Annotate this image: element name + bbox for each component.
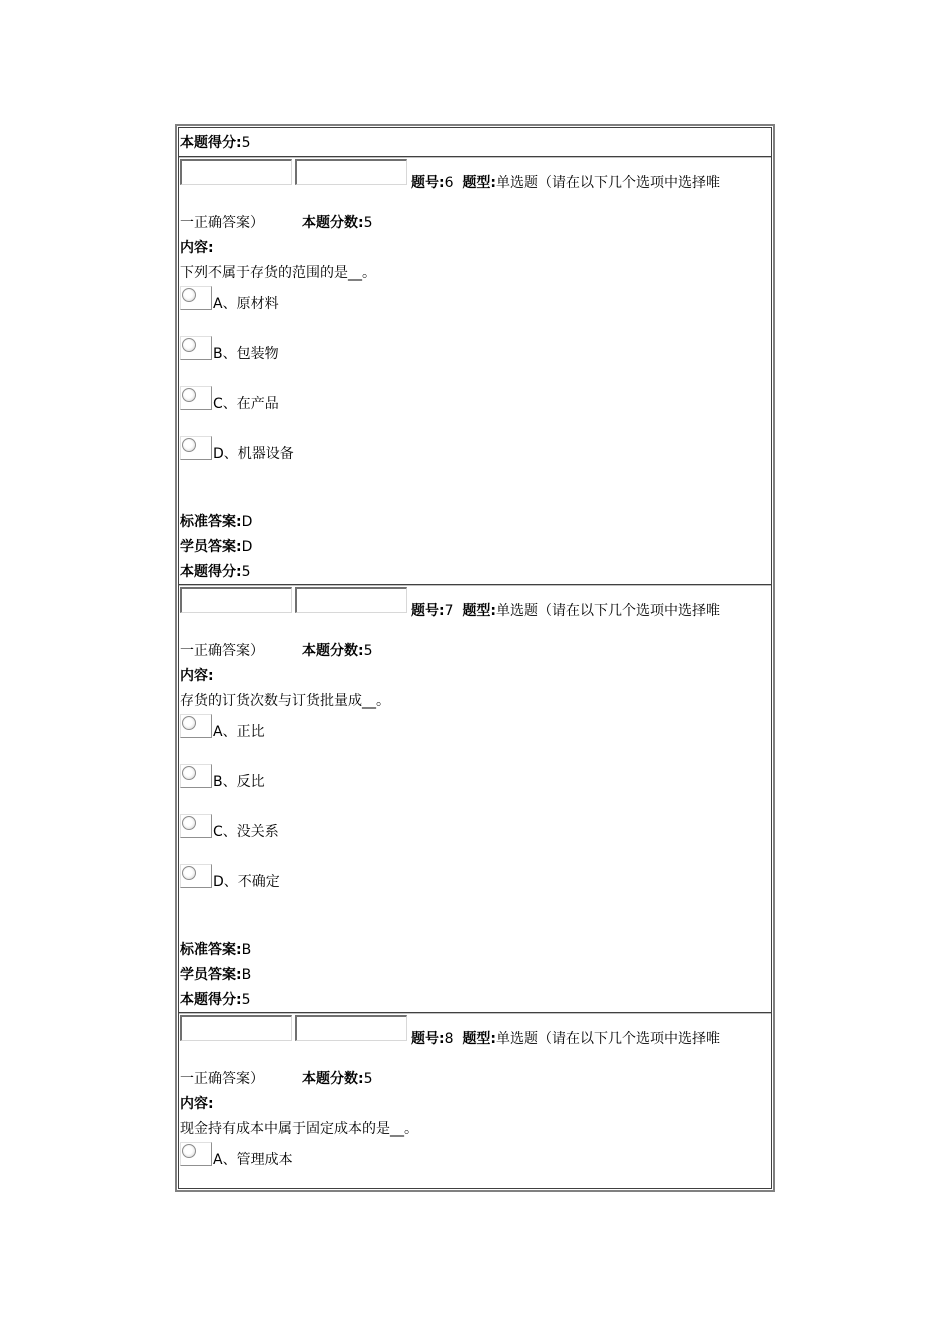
question-meta: 一正确答案） 本题分数:5 bbox=[180, 1071, 373, 1087]
option-label: D、不确定 bbox=[213, 874, 280, 890]
radio-circle-icon bbox=[182, 1144, 196, 1158]
option-label: C、没关系 bbox=[213, 824, 279, 840]
blank-field-1[interactable] bbox=[180, 159, 292, 185]
radio-circle-icon bbox=[182, 766, 196, 780]
separator bbox=[179, 1012, 771, 1014]
radio-circle-icon bbox=[182, 438, 196, 452]
blank-field-1[interactable] bbox=[180, 587, 292, 613]
option-label: B、包装物 bbox=[213, 346, 279, 362]
content-label: 内容: bbox=[180, 240, 214, 256]
radio-option-c[interactable] bbox=[180, 386, 212, 410]
radio-circle-icon bbox=[182, 388, 196, 402]
radio-circle-icon bbox=[182, 816, 196, 830]
option-label: D、机器设备 bbox=[213, 446, 294, 462]
radio-option-a[interactable] bbox=[180, 714, 212, 738]
exam-frame bbox=[175, 124, 775, 1192]
question-header: 题号:6 题型:单选题（请在以下几个选项中选择唯 bbox=[411, 175, 721, 191]
question-header: 题号:7 题型:单选题（请在以下几个选项中选择唯 bbox=[411, 603, 721, 619]
radio-option-d[interactable] bbox=[180, 864, 212, 888]
student-answer: 学员答案:D bbox=[180, 539, 253, 555]
radio-option-a[interactable] bbox=[180, 1142, 212, 1166]
option-label: A、正比 bbox=[213, 724, 265, 740]
radio-option-d[interactable] bbox=[180, 436, 212, 460]
question-meta: 一正确答案） 本题分数:5 bbox=[180, 215, 373, 231]
radio-option-b[interactable] bbox=[180, 336, 212, 360]
question-score: 本题得分:5 bbox=[180, 992, 251, 1008]
radio-circle-icon bbox=[182, 716, 196, 730]
question-text: 下列不属于存货的范围的是__。 bbox=[180, 265, 376, 281]
blank-field-2[interactable] bbox=[295, 1015, 407, 1041]
radio-circle-icon bbox=[182, 288, 196, 302]
content-label: 内容: bbox=[180, 668, 214, 684]
radio-circle-icon bbox=[182, 338, 196, 352]
standard-answer: 标准答案:B bbox=[180, 942, 252, 958]
blank-field-2[interactable] bbox=[295, 587, 407, 613]
option-label: A、原材料 bbox=[213, 296, 279, 312]
question-text: 现金持有成本中属于固定成本的是__。 bbox=[180, 1121, 418, 1137]
standard-answer: 标准答案:D bbox=[180, 514, 253, 530]
blank-field-2[interactable] bbox=[295, 159, 407, 185]
question-header: 题号:8 题型:单选题（请在以下几个选项中选择唯 bbox=[411, 1031, 721, 1047]
prev-score: 本题得分:5 bbox=[180, 135, 251, 151]
separator bbox=[179, 156, 771, 158]
radio-option-b[interactable] bbox=[180, 764, 212, 788]
option-label: C、在产品 bbox=[213, 396, 279, 412]
question-text: 存货的订货次数与订货批量成__。 bbox=[180, 693, 390, 709]
radio-option-a[interactable] bbox=[180, 286, 212, 310]
option-label: A、管理成本 bbox=[213, 1152, 293, 1168]
radio-circle-icon bbox=[182, 866, 196, 880]
question-score: 本题得分:5 bbox=[180, 564, 251, 580]
blank-field-1[interactable] bbox=[180, 1015, 292, 1041]
question-meta: 一正确答案） 本题分数:5 bbox=[180, 643, 373, 659]
option-label: B、反比 bbox=[213, 774, 265, 790]
separator bbox=[179, 584, 771, 586]
exam-inner bbox=[178, 127, 772, 1189]
radio-option-c[interactable] bbox=[180, 814, 212, 838]
content-label: 内容: bbox=[180, 1096, 214, 1112]
student-answer: 学员答案:B bbox=[180, 967, 252, 983]
